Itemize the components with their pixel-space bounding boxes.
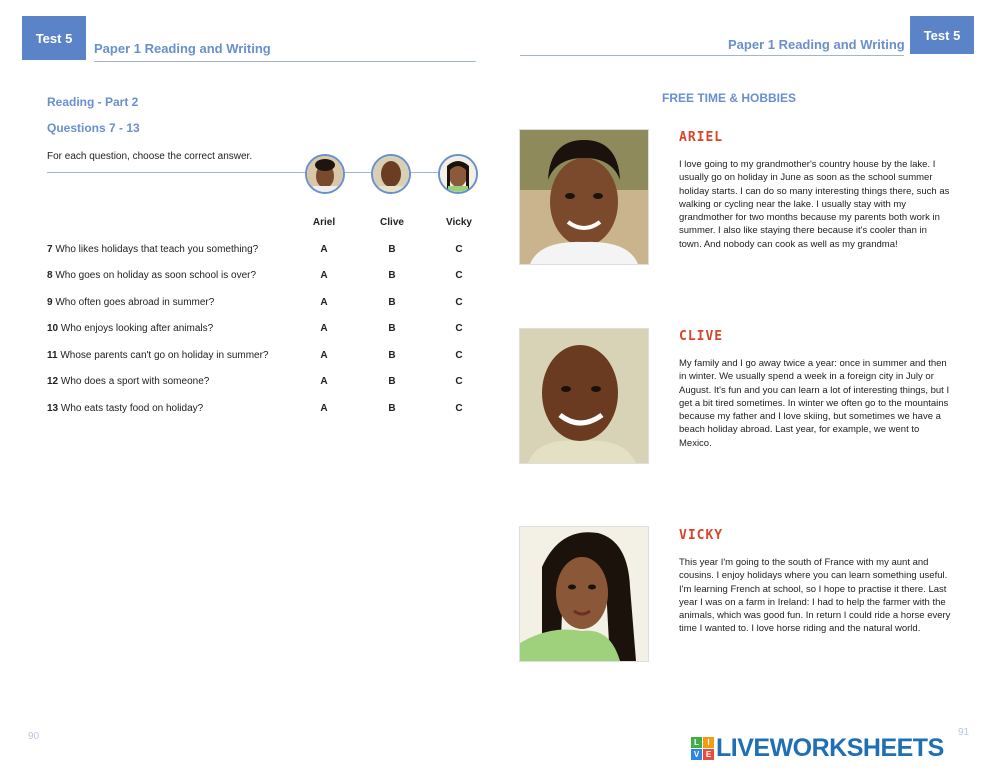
page-number-right: 91 bbox=[958, 727, 970, 738]
logo-letter: V bbox=[691, 749, 702, 760]
vicky-avatar bbox=[438, 154, 478, 194]
liveworksheets-logo-icon bbox=[691, 737, 714, 760]
option-a[interactable]: A bbox=[320, 323, 328, 334]
question-row-9 bbox=[47, 297, 487, 311]
option-c[interactable]: C bbox=[455, 376, 463, 387]
header-rule-right bbox=[520, 55, 904, 56]
test-tab-left: Test 5 bbox=[22, 16, 86, 60]
questions-range: Questions 7 - 13 bbox=[47, 121, 140, 135]
question-row-7 bbox=[47, 244, 487, 258]
option-a[interactable]: A bbox=[320, 270, 328, 281]
vicky-photo bbox=[519, 526, 649, 662]
option-c[interactable]: C bbox=[455, 403, 463, 414]
option-b[interactable]: B bbox=[388, 323, 396, 334]
vicky-text: This year I'm going to the south of France with my aunt and cousins. I enjoy holidays where you can learn something useful. I'm learning French at school, so I hope to practise it there. Last year I was on a farm in Ireland: I had to help the farmer with the animals, which was good fun. In return I could ride a horse every time I wanted to. I love horse riding and the natural world. bbox=[679, 557, 951, 635]
header-rule bbox=[94, 61, 476, 62]
test-tab-right: Test 5 bbox=[910, 16, 974, 54]
question-number: 9 bbox=[47, 297, 53, 308]
liveworksheets-watermark bbox=[691, 735, 991, 761]
question-number: 13 bbox=[47, 403, 59, 414]
instruction-rule bbox=[47, 172, 477, 173]
option-a[interactable]: A bbox=[320, 403, 328, 414]
question-row-12 bbox=[47, 376, 487, 390]
question-text: Who does a sport with someone? bbox=[60, 376, 210, 387]
instruction: For each question, choose the correct answer. bbox=[47, 151, 253, 162]
question-row-11 bbox=[47, 350, 487, 364]
question-row-10 bbox=[47, 323, 487, 337]
section-title: Reading - Part 2 bbox=[47, 95, 139, 109]
clive-text: My family and I go away twice a year: once in summer and then in winter. We usually spend a week in a foreign city in July or August. It's fun and you can learn a lot of interesting things, but I get a bit tired sometimes. In winter we often go to the mountains because my father and I love skiing, but sometimes we have a beach holiday abroad. Last year, for example, we went to Mexico. bbox=[679, 358, 950, 449]
option-b[interactable]: B bbox=[388, 376, 396, 387]
option-b[interactable]: B bbox=[388, 403, 396, 414]
clive-avatar bbox=[371, 154, 411, 194]
free-time-title: FREE TIME & HOBBIES bbox=[662, 91, 797, 105]
right-page-header: Paper 1 Reading and Writing bbox=[728, 37, 905, 52]
question-number: 7 bbox=[47, 244, 53, 255]
question-number: 11 bbox=[47, 350, 58, 361]
ariel-text: I love going to my grandmother's country house by the lake. I usually go on holiday in June as soon as the school summer holiday starts. I can do so many interesting things there, such as walking or cycling near the lake. I usually stay with my grandmother for two months because my parents both work in summer. I also like staying there because it's cooler than in town. And nobody can cook as well as my grandma! bbox=[679, 159, 950, 250]
question-number: 10 bbox=[47, 323, 59, 334]
question-row-13 bbox=[47, 403, 487, 417]
option-c[interactable]: C bbox=[455, 350, 463, 361]
option-c[interactable]: C bbox=[455, 244, 463, 255]
vicky-name: VICKY bbox=[679, 528, 724, 543]
question-row-8 bbox=[47, 270, 487, 284]
ariel-photo bbox=[519, 129, 649, 265]
clive-photo bbox=[519, 328, 649, 464]
column-clive: Clive bbox=[380, 217, 404, 228]
left-page-header: Paper 1 Reading and Writing bbox=[94, 41, 271, 56]
option-c[interactable]: C bbox=[455, 323, 463, 334]
option-b[interactable]: B bbox=[388, 270, 396, 281]
liveworksheets-text: LIVEWORKSHEETS bbox=[716, 733, 944, 762]
ariel-name: ARIEL bbox=[679, 130, 724, 145]
question-number: 8 bbox=[47, 270, 53, 281]
question-number: 12 bbox=[47, 376, 59, 387]
option-b[interactable]: B bbox=[388, 350, 396, 361]
logo-letter: E bbox=[703, 749, 714, 760]
logo-letter: I bbox=[703, 737, 714, 748]
question-text: Who likes holidays that teach you something? bbox=[55, 244, 259, 255]
question-text: Who enjoys looking after animals? bbox=[60, 323, 214, 334]
option-a[interactable]: A bbox=[320, 376, 328, 387]
logo-letter: L bbox=[691, 737, 702, 748]
page-number-left: 90 bbox=[28, 731, 40, 742]
question-text: Who goes on holiday as soon school is over? bbox=[55, 270, 257, 281]
option-b[interactable]: B bbox=[388, 297, 396, 308]
ariel-avatar bbox=[305, 154, 345, 194]
clive-name: CLIVE bbox=[679, 329, 724, 344]
question-text: Who often goes abroad in summer? bbox=[55, 297, 215, 308]
option-c[interactable]: C bbox=[455, 297, 463, 308]
option-b[interactable]: B bbox=[388, 244, 396, 255]
option-c[interactable]: C bbox=[455, 270, 463, 281]
column-ariel: Ariel bbox=[312, 217, 336, 228]
option-a[interactable]: A bbox=[320, 297, 328, 308]
option-a[interactable]: A bbox=[320, 244, 328, 255]
column-vicky: Vicky bbox=[446, 217, 472, 228]
question-text: Who eats tasty food on holiday? bbox=[60, 403, 204, 414]
question-text: Whose parents can't go on holiday in summer? bbox=[60, 350, 269, 361]
option-a[interactable]: A bbox=[320, 350, 328, 361]
